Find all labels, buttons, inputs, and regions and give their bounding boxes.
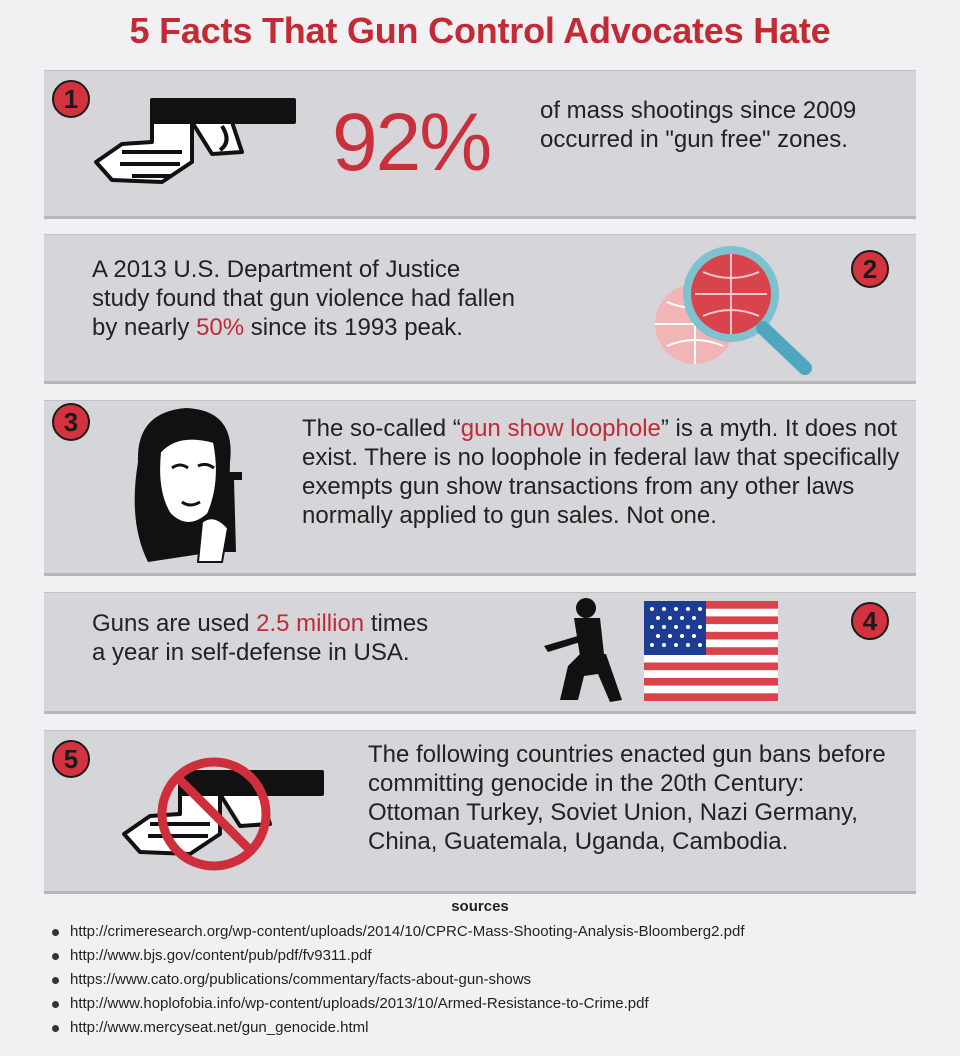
fact-1-text: of mass shootings since 2009 occurred in "gun free" zones. [540, 97, 857, 153]
magnifier-globe-icon [655, 244, 825, 376]
fact-2-badge: 2 [851, 250, 889, 288]
fact-4-text-before: Guns are used [92, 610, 257, 637]
fact-2-text [92, 255, 522, 342]
fact-3-text-before: The so-called “ [302, 415, 461, 442]
fact-5-text: The following countries enacted gun bans before committing genocide in the 20th Century: Ottoman Turkey, Soviet Union, Nazi Germany, China, Guatemala, Uganda, Cambodia. [368, 741, 886, 855]
fact-4-text [92, 609, 432, 667]
source-link[interactable]: http://www.bjs.gov/content/pub/pdf/fv9311.pdf [52, 944, 745, 968]
fact-1-stat: 92% [332, 97, 491, 188]
sources-list [52, 920, 745, 1040]
kneeling-soldier-icon [540, 596, 630, 706]
woman-with-pistol-icon [118, 402, 258, 570]
fact-3-badge: 3 [52, 403, 90, 441]
fact-2-text-before: A 2013 U.S. Department of Justice study found that gun violence had fallen by nearly [92, 256, 515, 341]
fact-4-badge: 4 [851, 602, 889, 640]
hand-pistol-icon [92, 92, 302, 192]
source-link[interactable]: http://crimeresearch.org/wp-content/uploads/2014/10/CPRC-Mass-Shooting-Analysis-Bloomberg2.pdf [52, 920, 745, 944]
no-gun-icon [110, 752, 330, 876]
page-title: 5 Facts That Gun Control Advocates Hate [129, 10, 831, 51]
fact-3-text-after: ” is a myth. It does not exist. There is no loophole in federal law that specifically exempts gun show transactions from any other laws normally applied to gun sales. Not one. [302, 415, 900, 529]
fact-5-badge: 5 [52, 740, 90, 778]
source-link[interactable]: https://www.cato.org/publications/commentary/facts-about-gun-shows [52, 968, 745, 992]
american-flag-icon [644, 601, 778, 701]
fact-1-badge: 1 [52, 80, 90, 118]
fact-4-highlight: 2.5 million [256, 610, 365, 637]
sources-heading: sources [451, 898, 509, 915]
fact-3-text [302, 414, 902, 530]
fact-4-text-after: times a year in self-defense in USA. [92, 610, 429, 666]
fact-2-highlight: 50% [196, 314, 245, 341]
source-link[interactable]: http://www.mercyseat.net/gun_genocide.html [52, 1016, 745, 1040]
fact-3-highlight: gun show loophole [460, 415, 661, 442]
source-link[interactable]: http://www.hoplofobia.info/wp-content/uploads/2013/10/Armed-Resistance-to-Crime.pdf [52, 992, 745, 1016]
fact-2-text-after: since its 1993 peak. [244, 314, 463, 341]
